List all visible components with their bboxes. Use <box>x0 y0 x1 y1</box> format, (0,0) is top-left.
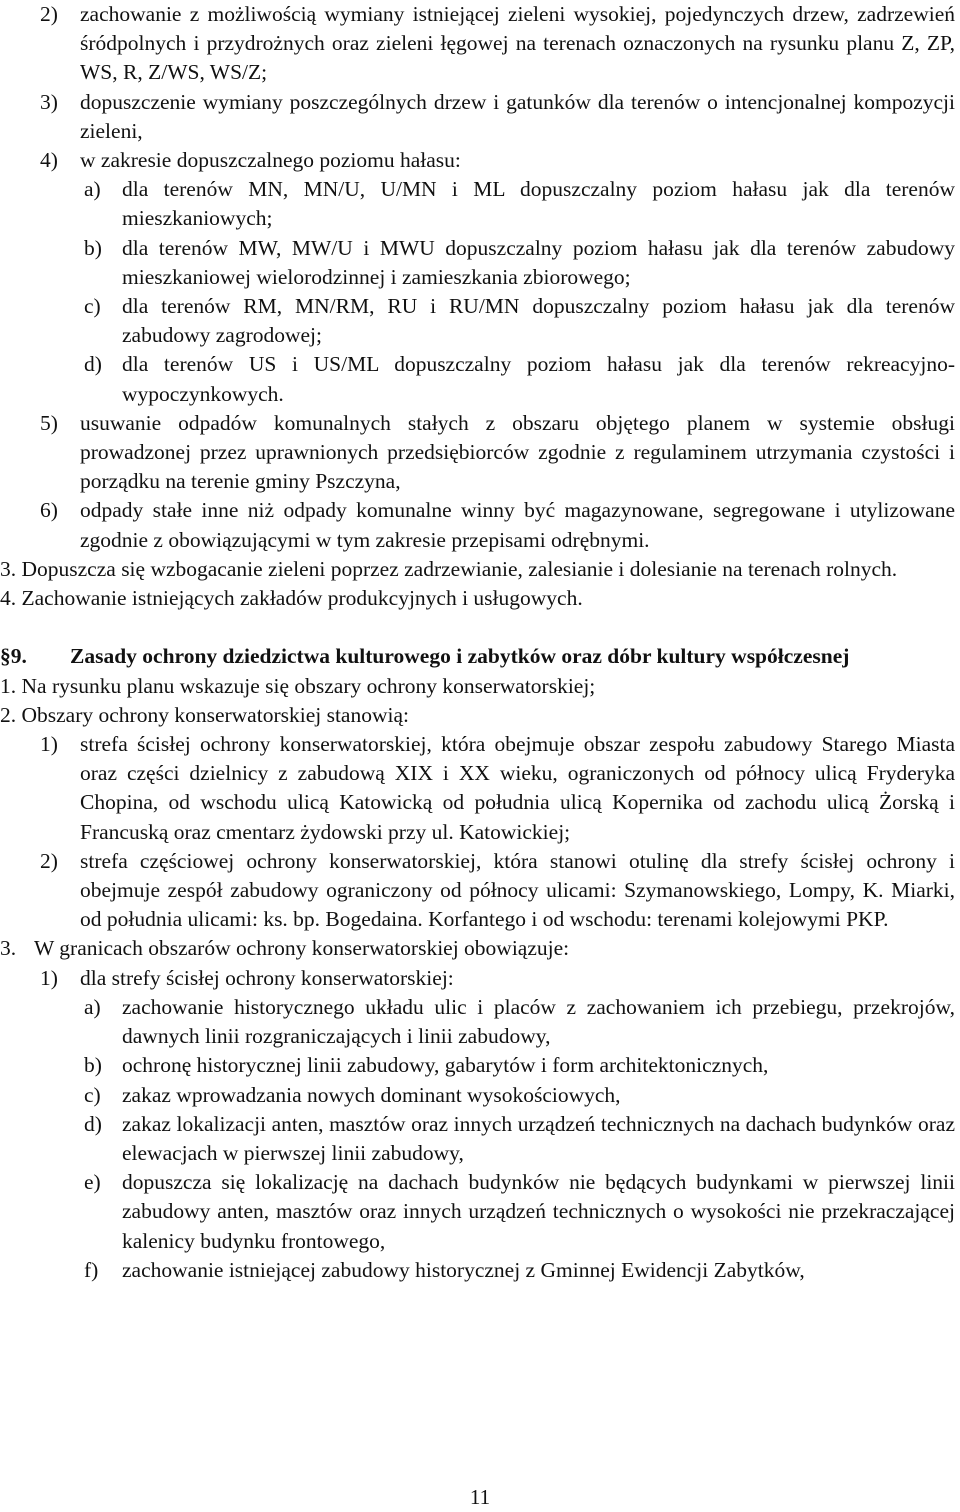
list-item <box>0 964 955 993</box>
item-text: zakaz wprowadzania nowych dominant wysokościowych, <box>122 1082 621 1107</box>
sub-list-item <box>0 350 955 408</box>
item-text: zakaz lokalizacji anten, masztów oraz innych urządzeń technicznych na dachach budynków oraz elewacjach w pierwszej linii zabudowy, <box>122 1111 955 1165</box>
paragraph: 4. Zachowanie istniejących zakładów produkcyjnych i usługowych. <box>0 586 583 611</box>
item-text: odpady stałe inne niż odpady komunalne winny być magazynowane, segregowane i utylizowane zgodnie z obowiązującymi w tym zakresie przepisami odrębnymi. <box>80 498 955 552</box>
item-text: dla terenów MN, MN/U, U/MN i ML dopuszczalny poziom hałasu jak dla terenów mieszkaniowych; <box>122 177 955 231</box>
item-number: 5) <box>40 410 58 435</box>
item-text: dopuszcza się lokalizację na dachach budynków nie będących budynkami w pierwszej linii zabudowy anten, masztów oraz innych urządzeń technicznych o wysokości nie przekraczającej kalenicy budynku frontowego, <box>122 1170 955 1253</box>
item-text: strefa ścisłej ochrony konserwatorskiej, która obejmuje obszar zespołu zabudowy Starego Miasta oraz części dzielnicy z zabudową XIX i XX wieku, ograniczonych od północy ulicą Fryderyka Chopina, od wschodu ulicą Katowicką od południa ulicą Kopernika od zachodu ulicą Żorską i Francuską oraz cmentarz żydowski przy ul. Katowickiej; <box>80 732 955 844</box>
item-text: zachowanie z możliwością wymiany istniejącej zieleni wysokiej, pojedynczych drzew, zadrzewień śródpolnych i przydrożnych oraz zieleni łęgowej na terenach oznaczonych na rysunku planu Z, ZP, WS, R, Z/WS, WS/Z; <box>80 2 955 85</box>
sub-list-item <box>0 1051 955 1080</box>
item-text: strefa częściowej ochrony konserwatorskiej, która stanowi otulinę dla strefy ścisłej ochrony i obejmuje zespół zabudowy ograniczony od północy ulicami: Szymanowskiego, Lompy, K. Miarki, od południa ulicami: ks. bp. Bogedaina. Korfantego i od wschodu: terenami kolejowymi PKP. <box>80 848 955 932</box>
item-text: dla terenów RM, MN/RM, RU i RU/MN dopuszczalny poziom hałasu jak dla terenów zabudowy zagrodowej; <box>122 294 955 348</box>
list-item <box>0 847 955 935</box>
item-text: zachowanie historycznego układu ulic i placów z zachowaniem ich przebiegu, przekrojów, dawnych linii rozgraniczających i linii zabudowy, <box>122 994 955 1049</box>
sub-list-item <box>0 234 955 292</box>
item-text: dla terenów MW, MW/U i MWU dopuszczalny poziom hałasu jak dla terenów zabudowy mieszkaniowej wielorodzinnej i zamieszkania zbiorowego; <box>122 235 955 289</box>
item-number: 3) <box>40 89 58 114</box>
item-letter: d) <box>84 352 102 377</box>
item-letter: b) <box>84 1053 102 1078</box>
item-text: dopuszczenie wymiany poszczególnych drzew i gatunków dla terenów o intencjonalnej kompozycji zieleni, <box>80 89 955 143</box>
paragraph-number: 3. <box>0 936 17 961</box>
item-letter: e) <box>84 1170 101 1195</box>
list-item <box>0 146 955 175</box>
item-text: w zakresie dopuszczalnego poziomu hałasu: <box>80 148 461 173</box>
item-text: zachowanie istniejącej zabudowy historycznej z Gminnej Ewidencji Zabytków, <box>122 1257 805 1282</box>
list-item <box>0 730 955 847</box>
item-text: dla terenów US i US/ML dopuszczalny poziom hałasu jak dla terenów rekreacyjno-wypoczynkowych. <box>122 352 955 406</box>
item-number: 6) <box>40 498 58 523</box>
section-title: Zasady ochrony dziedzictwa kulturowego i zabytków oraz dóbr kultury współczesnej <box>70 644 850 669</box>
item-letter: c) <box>84 1082 101 1107</box>
item-letter: a) <box>84 994 101 1019</box>
section-heading <box>0 642 955 671</box>
item-number: 2) <box>40 848 58 873</box>
list-item <box>0 88 955 146</box>
sub-list-item <box>0 1256 955 1285</box>
sub-list-item <box>0 175 955 233</box>
sub-list-item <box>0 1168 955 1256</box>
list-item <box>0 409 955 497</box>
item-letter: a) <box>84 177 101 202</box>
section-number: §9. <box>0 644 27 669</box>
paragraph: 3. Dopuszcza się wzbogacanie zieleni poprzez zadrzewianie, zalesianie i dolesianie na terenach rolnych. <box>0 556 898 581</box>
item-number: 2) <box>40 2 58 26</box>
sub-list-item <box>0 1081 955 1110</box>
item-letter: b) <box>84 235 102 260</box>
spacer <box>0 613 960 642</box>
item-number: 1) <box>40 732 58 757</box>
item-text: dla strefy ścisłej ochrony konserwatorskiej: <box>80 965 454 990</box>
item-text: ochronę historycznej linii zabudowy, gabarytów i form architektonicznych, <box>122 1053 769 1078</box>
item-number: 1) <box>40 965 58 990</box>
numbered-paragraph <box>0 934 955 963</box>
list-item <box>0 496 955 554</box>
item-letter: f) <box>84 1257 99 1282</box>
paragraph-text: W granicach obszarów ochrony konserwatorskiej obowiązuje: <box>34 936 570 961</box>
paragraph: 2. Obszary ochrony konserwatorskiej stanowią: <box>0 702 409 727</box>
list-item <box>0 0 955 88</box>
sub-list-item <box>0 993 955 1051</box>
item-text: usuwanie odpadów komunalnych stałych z obszaru objętego planem w systemie obsługi prowadzonej przez uprawnionych przedsiębiorców zgodnie z regulaminem utrzymania czystości i porządku na terenie gminy Pszczyna, <box>80 410 955 494</box>
page-number: 11 <box>469 1485 491 1509</box>
sub-list-item <box>0 1110 955 1168</box>
sub-list-item <box>0 292 955 350</box>
item-letter: c) <box>84 294 101 319</box>
paragraph: 1. Na rysunku planu wskazuje się obszary ochrony konserwatorskiej; <box>0 673 596 698</box>
item-letter: d) <box>84 1111 102 1136</box>
item-number: 4) <box>40 148 58 173</box>
